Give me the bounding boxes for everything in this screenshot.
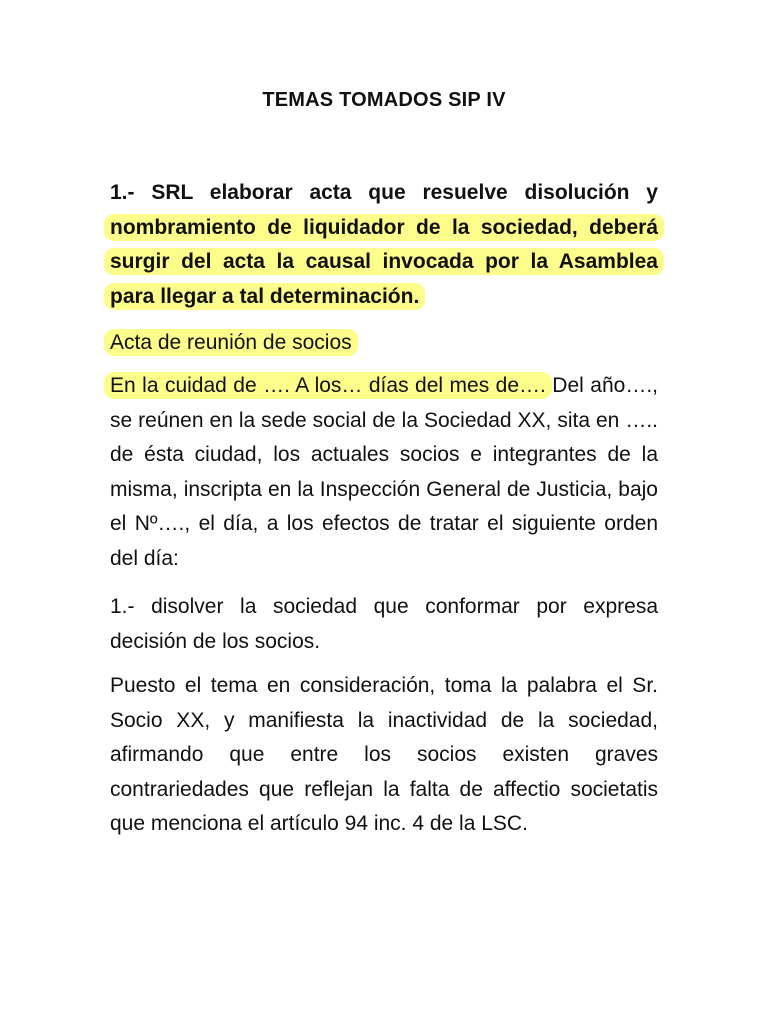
item-1-paragraph bbox=[110, 176, 658, 314]
item-1-highlighted-text: nombramiento de liquidador de la sociedad, deberá surgir del acta la causal invocada por la Asamblea para llegar a tal determinación. bbox=[104, 214, 664, 310]
order-item-paragraph: 1.- disolver la sociedad que conformar por expresa decisión de los socios. bbox=[110, 595, 658, 653]
acta-paragraph bbox=[110, 369, 658, 576]
document-title: TEMAS TOMADOS SIP IV bbox=[262, 89, 506, 111]
closing-paragraph: Puesto el tema en consideración, toma la palabra el Sr. Socio XX, y manifiesta la inactividad de la sociedad, afirmando que entre los socios existen graves contrariedades que reflejan la falta de affectio societatis que menciona el artículo 94 inc. 4 de la LSC. bbox=[110, 674, 658, 835]
acta-heading: Acta de reunión de socios bbox=[104, 329, 358, 356]
acta-paragraph-highlighted: En la cuidad de …. A los… días del mes de…. bbox=[104, 372, 552, 399]
acta-heading-block bbox=[110, 326, 658, 361]
acta-paragraph-rest: Del año…., se reúnen en la sede social de la Sociedad XX, sita en ….. de ésta ciudad, los actuales socios e integrantes de la misma, inscripta en la Inspección General de Justicia, bajo el Nº…., el día, a los efectos de tratar el siguiente orden del día: bbox=[110, 374, 658, 570]
item-1-intro: 1.- SRL elaborar acta que resuelve disolución y bbox=[110, 181, 658, 204]
